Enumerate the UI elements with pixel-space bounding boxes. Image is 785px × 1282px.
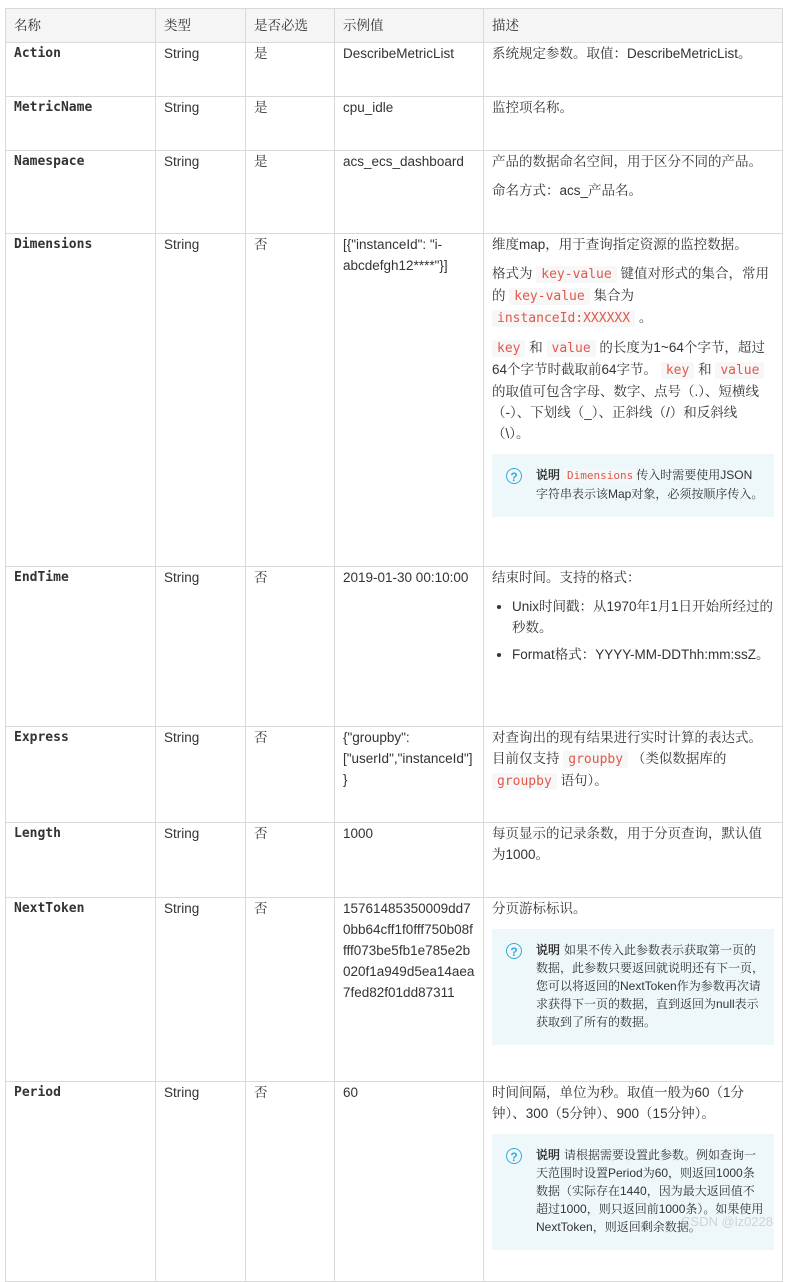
table-row <box>6 567 783 727</box>
param-type: String <box>156 727 246 823</box>
watermark: CSDN @lz0228 <box>681 1214 773 1229</box>
param-name: MetricName <box>6 97 156 151</box>
param-required: 是 <box>246 43 335 97</box>
code-keyword: key-value <box>509 288 589 305</box>
param-name: Action <box>6 43 156 97</box>
question-circle-icon: ? <box>506 468 522 484</box>
table-header-row <box>6 9 783 43</box>
param-description <box>484 97 783 151</box>
parameter-table <box>5 8 783 1282</box>
param-name: Length <box>6 823 156 898</box>
description-text: 时间间隔，单位为秒。取值一般为60（1分钟）、300（5分钟）、900（15分钟）。 <box>492 1085 745 1121</box>
note-box <box>492 454 774 517</box>
param-required: 是 <box>246 151 335 234</box>
param-type: String <box>156 1082 246 1282</box>
table-row <box>6 43 783 97</box>
table-row <box>6 1082 783 1282</box>
code-keyword: key-value <box>536 266 616 283</box>
header-description: 描述 <box>484 9 783 43</box>
param-type: String <box>156 567 246 727</box>
param-description <box>484 43 783 97</box>
list-item: • Format格式：YYYY-MM-DDThh:mm:ssZ。 <box>512 644 774 665</box>
list-item: • Unix时间戳：从1970年1月1日开始所经过的秒数。 <box>512 596 774 638</box>
note-label: 说明 <box>536 943 561 957</box>
header-type: 类型 <box>156 9 246 43</box>
param-example: 60 <box>335 1082 484 1282</box>
description-text: 产品的数据命名空间，用于区分不同的产品。 <box>492 154 762 169</box>
description-format: 格式为 key-value 键值对形式的集合，常用的 key-value 集合为 instanceId:XXXXXX 。 <box>492 266 769 326</box>
param-description <box>484 151 783 234</box>
note-label: 说明 <box>536 1148 561 1162</box>
param-name: Period <box>6 1082 156 1282</box>
code-keyword: groupby <box>563 751 628 768</box>
header-required: 是否必选 <box>246 9 335 43</box>
param-description <box>484 234 783 567</box>
param-required: 否 <box>246 898 335 1082</box>
param-description <box>484 823 783 898</box>
note-text: 如果不传入此参数表示获取第一页的数据，此参数只要返回就说明还有下一页，您可以将返回的NextToken作为参数再次请求获得下一页的数据，直到返回为null表示获取到了所有的数据。 <box>536 943 765 1029</box>
param-required: 否 <box>246 823 335 898</box>
param-required: 否 <box>246 1082 335 1282</box>
note-box <box>492 1134 774 1250</box>
description-limits: key 和 value 的长度为1~64个字节，超过64个字节时截取前64字节。 key 和 value 的取值可包含字母、数字、点号（.）、短横线（-）、下划线（_）、正斜线（/）和反斜线（\）。 <box>492 340 765 441</box>
description-text: 分页游标标识。 <box>492 901 587 916</box>
description-text: 每页显示的记录条数，用于分页查询，默认值为1000。 <box>492 826 762 862</box>
param-type: String <box>156 898 246 1082</box>
code-keyword: groupby <box>492 773 557 790</box>
description-text: 结束时间。支持的格式： <box>492 570 641 585</box>
param-type: String <box>156 234 246 567</box>
table-row <box>6 727 783 823</box>
note-text: 请根据需要设置此参数。例如查询一天范围时设置Period为60，则返回1000条数据（实际存在1440，因为最大返回值不超过1000，则只返回前1000条）。如果使用NextToken，则返回剩余数据。 <box>536 1148 764 1234</box>
param-required: 否 <box>246 727 335 823</box>
description-text: 对查询出的现有结果进行实时计算的表达式。目前仅支持 groupby （类似数据库的 groupby 语句）。 <box>492 730 762 789</box>
table-row <box>6 151 783 234</box>
param-example: 2019-01-30 00:10:00 <box>335 567 484 727</box>
param-name: Dimensions <box>6 234 156 567</box>
table-row <box>6 97 783 151</box>
table-row <box>6 823 783 898</box>
param-example: cpu_idle <box>335 97 484 151</box>
param-name: EndTime <box>6 567 156 727</box>
param-required: 否 <box>246 234 335 567</box>
note-box <box>492 929 774 1045</box>
param-description <box>484 727 783 823</box>
param-example: 1000 <box>335 823 484 898</box>
table-row <box>6 898 783 1082</box>
note-label: 说明 <box>536 468 561 482</box>
param-example: [{"instanceId": "i-abcdefgh12****"}] <box>335 234 484 567</box>
param-example: acs_ecs_dashboard <box>335 151 484 234</box>
question-circle-icon: ? <box>506 943 522 959</box>
param-required: 是 <box>246 97 335 151</box>
code-keyword: key <box>661 362 694 379</box>
format-list <box>492 596 774 665</box>
code-keyword: value <box>715 362 764 379</box>
code-keyword: key <box>492 340 525 357</box>
code-keyword: Dimensions <box>564 469 636 482</box>
note-text: 传入时需要使用JSON字符串表示该Map对象，必须按顺序传入。 <box>536 468 764 501</box>
question-circle-icon: ? <box>506 1148 522 1164</box>
param-type: String <box>156 151 246 234</box>
param-type: String <box>156 43 246 97</box>
header-name: 名称 <box>6 9 156 43</box>
param-example: {"groupby":["userId","instanceId"]} <box>335 727 484 823</box>
description-text: 监控项名称。 <box>492 100 573 115</box>
description-text: 命名方式：acs_产品名。 <box>492 183 643 198</box>
param-type: String <box>156 823 246 898</box>
param-required: 否 <box>246 567 335 727</box>
code-keyword: value <box>547 340 596 357</box>
param-description <box>484 567 783 727</box>
param-type: String <box>156 97 246 151</box>
param-description <box>484 1082 783 1282</box>
description-text: 维度map，用于查询指定资源的监控数据。 <box>492 237 748 252</box>
header-example: 示例值 <box>335 9 484 43</box>
param-description <box>484 898 783 1082</box>
code-keyword: instanceId:XXXXXX <box>492 310 635 327</box>
param-name: NextToken <box>6 898 156 1082</box>
param-name: Express <box>6 727 156 823</box>
description-text: 系统规定参数。取值：DescribeMetricList。 <box>492 46 752 61</box>
param-example: DescribeMetricList <box>335 43 484 97</box>
table-row <box>6 234 783 567</box>
param-example: 15761485350009dd70bb64cff1f0fff750b08ffff073be5fb1e785e2b020f1a949d5ea14aea7fed82f01dd87311 <box>335 898 484 1082</box>
param-name: Namespace <box>6 151 156 234</box>
